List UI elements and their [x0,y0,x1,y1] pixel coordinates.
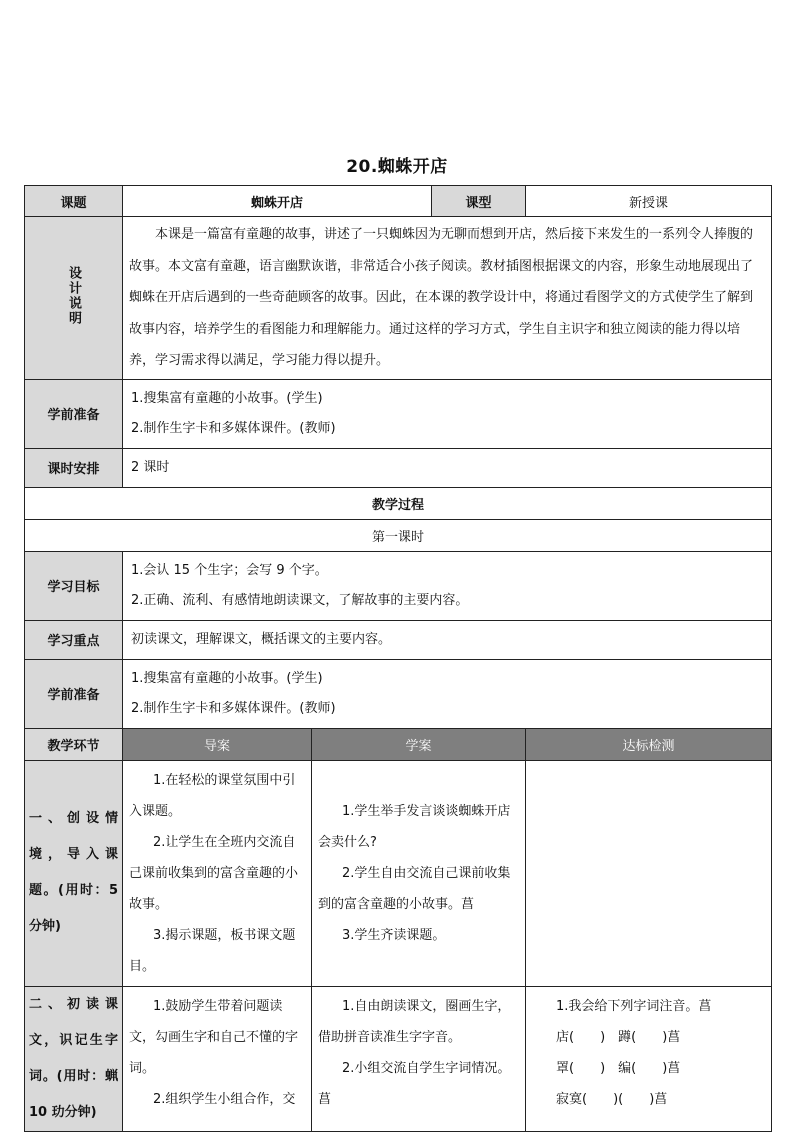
schedule-value: 2 课时 [123,448,772,487]
type-label: 课型 [432,186,526,217]
study-mark: 菖 [461,896,475,912]
design-text: 本课是一篇富有童趣的故事，讲述了一只蜘蛛因为无聊而想到开店，然后接下来发生的一系列令人捧腹的故事。本文富有童趣，语言幽默诙谐，非常适合小孩子阅读。教材插图根据课文的内容，形象生动地展现出了蜘蛛在开店后遇到的一些奇葩顾客的故事。因此，在本课的教学设计中，将通过看图学文的方式使学生了解到故事内容，培养学生的看图能力和理解能力。通过这样的学习方式，学生自主识字和独立阅读的能力得以培养，学习需求得以满足，学习能力得以提升。 [123,217,772,380]
col-study-header: 学案 [312,728,526,760]
topic-value: 蜘蛛开店 [123,186,432,217]
guide-item: 2.组织学生小组合作，交 [153,1091,296,1107]
guide-item: 2.让学生在全班内交流自己课前收集到的富含童趣的小故事。 [129,834,299,912]
step-row-1 [25,760,772,986]
prep-list-1 [123,379,772,448]
focus-label: 学习重点 [25,620,123,659]
focus-row [25,620,772,659]
step-label-2: 二、初读课文，识记生字词。(用时：蝋10 玏分钟) [25,986,123,1131]
header-row [25,186,772,217]
prep-item: 1.搜集富有童趣的小故事。(学生) [131,670,323,686]
prep-item: 2.制作生字卡和多媒体课件。(教师) [131,420,336,436]
goal-item: 2.正确、流利、有感情地朗读课文，了解故事的主要内容。 [131,592,469,608]
step-2-check [526,986,772,1131]
step-1-check [526,760,772,986]
step-row-2 [25,986,772,1131]
design-row [25,217,772,380]
prep-item: 1.搜集富有童趣的小故事。(学生) [131,390,323,406]
step-label-1: 一、创设情境，导入课题。(用时：5 分钟) [25,760,123,986]
guide-item: 1.在轻松的课堂氛围中引入课题。 [129,772,296,819]
guide-item: 1.鼓励学生带着问题读文，勾画生字和自己不懂的字词。 [129,998,299,1076]
focus-value: 初读课文，理解课文，概括课文的主要内容。 [123,620,772,659]
type-value: 新授课 [526,186,772,217]
prep-row-2 [25,659,772,728]
col-check-header: 达标检测 [526,728,772,760]
check-intro: 1.我会给下列字词注音。菖 [556,998,712,1014]
prep-label-2: 学前准备 [25,659,123,728]
schedule-row [25,448,772,487]
study-item: 2.学生自由交流自己课前收集到的富含童趣的小故事。菖 [318,865,511,912]
col-guide-header: 导案 [123,728,312,760]
prep-row-1 [25,379,772,448]
check-row: 罩( ) 编( )菖 [556,1060,681,1076]
lesson-heading: 第一课时 [25,519,772,551]
step-2-guide [123,986,312,1131]
columns-header-row [25,728,772,760]
study-item: 3.学生齐读课题。 [342,927,446,943]
lesson-plan-table [24,185,772,1132]
document-title: 20.蜘蛛开店 [346,157,448,177]
goals-label: 学习目标 [25,551,123,620]
study-item: 1.学生举手发言谈谈蜘蛛开店会卖什么? [318,803,511,850]
process-heading-row [25,487,772,519]
check-row: 寂寞( )( )菖 [556,1091,668,1107]
step-1-guide [123,760,312,986]
topic-label: 课题 [25,186,123,217]
prep-label-1: 学前准备 [25,379,123,448]
schedule-label: 课时安排 [25,448,123,487]
goals-list [123,551,772,620]
step-2-study [312,986,526,1131]
prep-list-2 [123,659,772,728]
col-step-header: 教学环节 [25,728,123,760]
lesson-heading-row [25,519,772,551]
guide-item: 3.揭示课题，板书课文题目。 [129,927,296,974]
study-mark: 菖 [318,1091,332,1107]
goals-row [25,551,772,620]
design-label: 设计说明 [25,217,123,380]
process-heading: 教学过程 [25,487,772,519]
prep-item: 2.制作生字卡和多媒体课件。(教师) [131,700,336,716]
goal-item: 1.会认 15 个生字；会写 9 个字。 [131,562,328,578]
study-item: 2.小组交流自学生字词情况。 [342,1060,511,1076]
check-row: 店( ) 蹲( )菖 [556,1029,681,1045]
study-item: 1.自由朗读课文，圈画生字，借助拼音读准生字字音。 [318,998,511,1045]
step-1-study [312,760,526,986]
